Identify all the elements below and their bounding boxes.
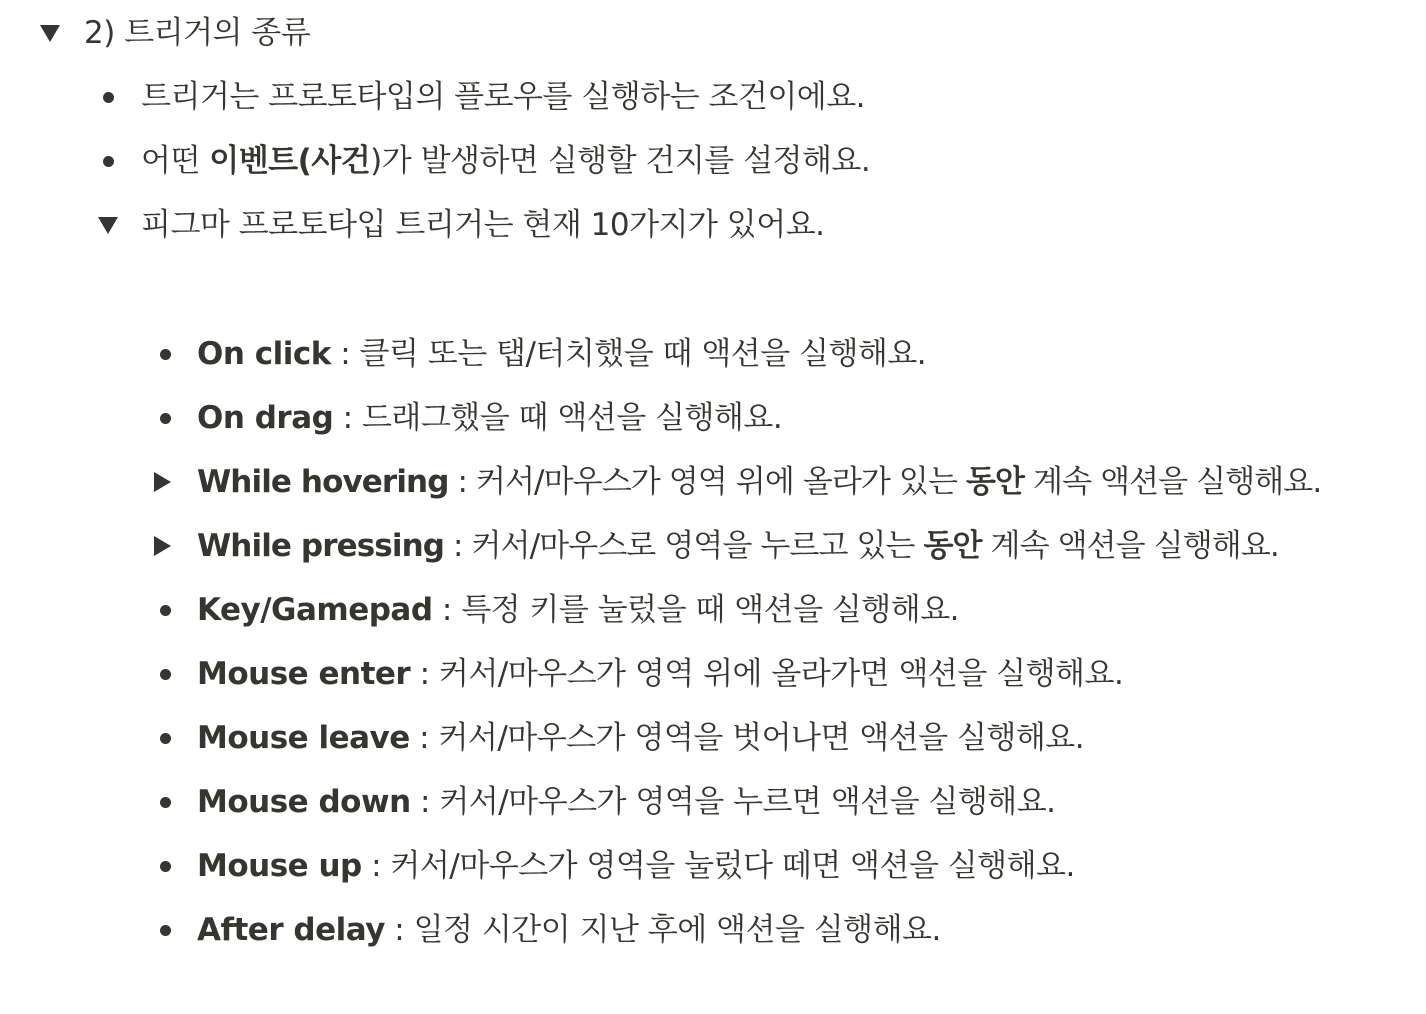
trigger-name: After delay (197, 912, 385, 948)
trigger-desc: 커서/마우스로 영역을 누르고 있는 (471, 528, 924, 564)
text-segment: 어떤 (141, 143, 210, 179)
trigger-name: On drag (197, 400, 334, 436)
bullet-icon (153, 588, 177, 632)
list-item-text: 트리거는 프로토타입의 플로우를 실행하는 조건이에요. (141, 79, 866, 115)
trigger-text (197, 396, 782, 440)
trigger-sep: : (361, 848, 391, 884)
trigger-sep: : (432, 592, 462, 628)
trigger-sep: : (333, 400, 362, 436)
trigger-desc: 일정 시간이 지난 후에 액션을 실행해요. (413, 912, 941, 948)
trigger-sep: : (448, 464, 476, 500)
trigger-name: While pressing (197, 528, 445, 564)
trigger-name: Mouse down (197, 784, 411, 820)
trigger-sep: : (410, 784, 440, 820)
bold-text: 사건 (311, 143, 371, 179)
trigger-text (197, 844, 1075, 888)
trigger-desc: 커서/마우스가 영역을 벗어나면 액션을 실행해요. (438, 720, 1085, 756)
trigger-name: While hovering (197, 464, 449, 500)
toggle-down-icon[interactable] (96, 203, 120, 247)
bold-text: 동안 (923, 528, 982, 564)
bullet-icon (96, 75, 120, 119)
toggle-right-icon[interactable] (150, 460, 174, 504)
bullet-icon (153, 396, 177, 440)
bold-text: 동안 (965, 464, 1025, 500)
trigger-desc: 커서/마우스가 영역을 눌렀다 떼면 액션을 실행해요. (390, 848, 1075, 884)
bold-text: 이벤트 (209, 143, 298, 179)
bullet-icon (96, 139, 120, 183)
trigger-desc: 커서/마우스가 영역 위에 올라가 있는 (475, 464, 966, 500)
trigger-text (197, 652, 1123, 696)
trigger-text (197, 780, 1056, 824)
trigger-desc: 커서/마우스가 영역을 누르면 액션을 실행해요. (439, 784, 1056, 820)
trigger-text (197, 332, 926, 376)
trigger-name: Key/Gamepad (197, 592, 433, 628)
text-segment: ( (297, 143, 312, 179)
bullet-icon (153, 332, 177, 376)
trigger-text (197, 716, 1084, 760)
trigger-name: Mouse leave (197, 720, 410, 756)
trigger-text (197, 524, 1279, 568)
trigger-sep: : (384, 912, 414, 948)
bullet-icon (153, 652, 177, 696)
toggle-down-icon[interactable] (38, 11, 62, 55)
list-item-text (141, 139, 870, 183)
trigger-text (197, 908, 941, 952)
trigger-name: On click (197, 336, 331, 372)
trigger-text (197, 460, 1321, 504)
trigger-name: Mouse enter (197, 656, 411, 692)
trigger-desc: 계속 액션을 실행해요. (1024, 464, 1322, 500)
toggle-right-icon[interactable] (150, 524, 174, 568)
trigger-desc: 특정 키를 눌렀을 때 액션을 실행해요. (461, 592, 960, 628)
trigger-sep: : (330, 336, 360, 372)
trigger-desc: 커서/마우스가 영역 위에 올라가면 액션을 실행해요. (438, 656, 1124, 692)
trigger-sep: : (409, 720, 439, 756)
trigger-desc: 계속 액션을 실행해요. (981, 528, 1279, 564)
trigger-desc: 클릭 또는 탭/터치했을 때 액션을 실행해요. (359, 336, 927, 372)
bullet-icon (153, 844, 177, 888)
trigger-sep: : (444, 528, 472, 564)
section-heading: 2) 트리거의 종류 (84, 15, 311, 51)
trigger-desc: 드래그했을 때 액션을 실행해요. (361, 400, 783, 436)
trigger-text (197, 588, 959, 632)
trigger-name: Mouse up (197, 848, 362, 884)
bullet-icon (153, 716, 177, 760)
toggle-item-text: 피그마 프로토타입 트리거는 현재 10가지가 있어요. (141, 207, 825, 243)
bullet-icon (153, 908, 177, 952)
trigger-sep: : (410, 656, 439, 692)
text-segment: )가 발생하면 실행할 건지를 설정해요. (370, 143, 871, 179)
bullet-icon (153, 780, 177, 824)
